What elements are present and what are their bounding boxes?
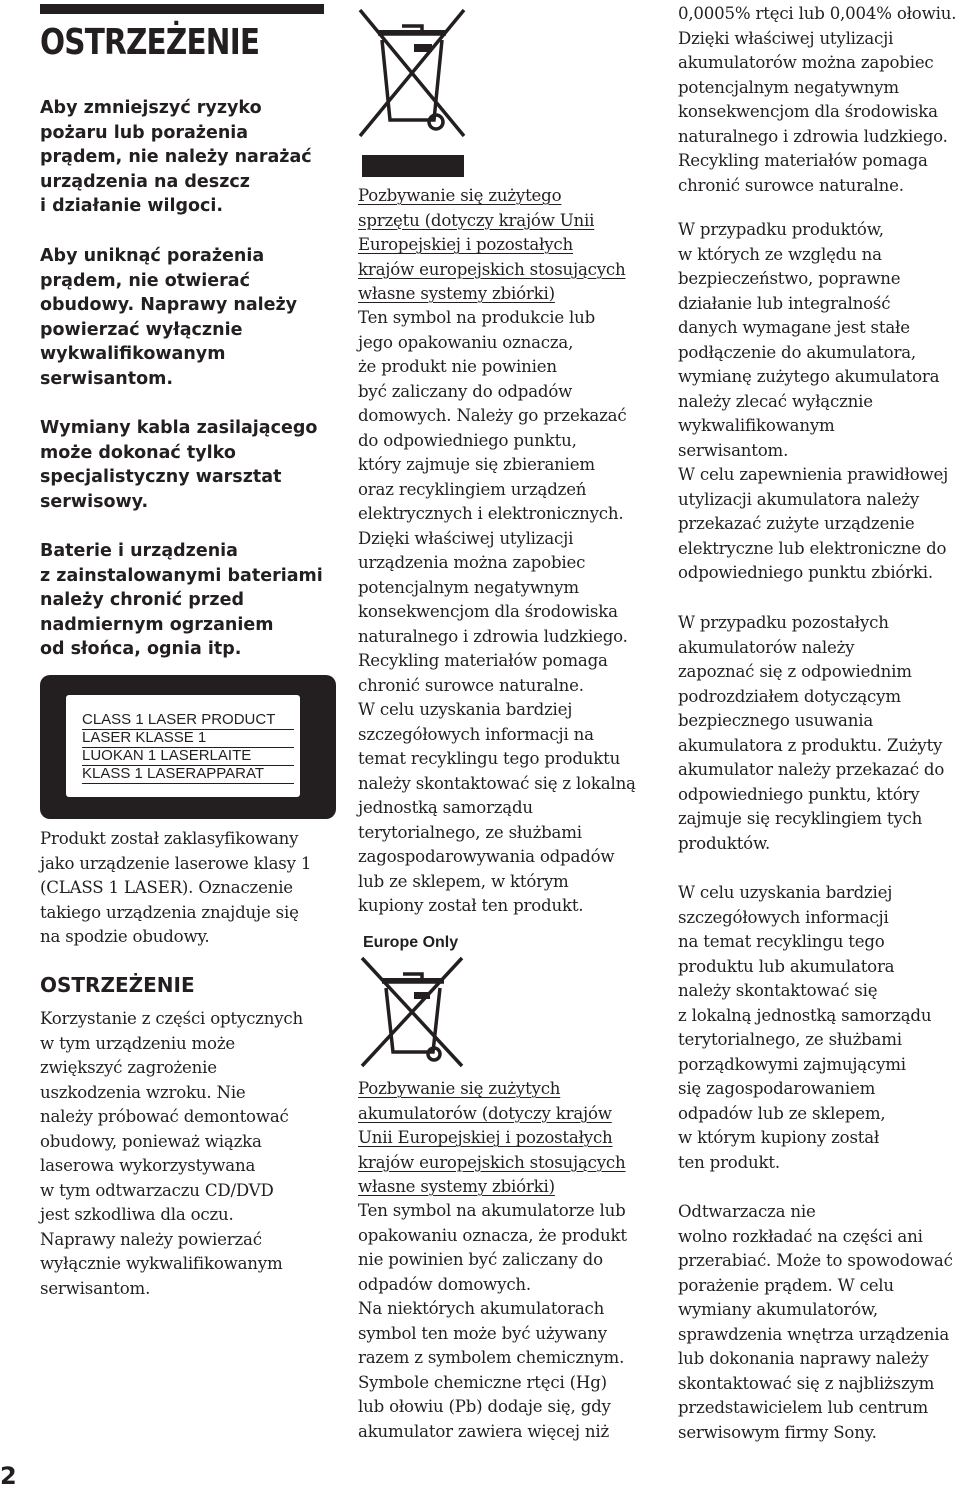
europe-only-label: Europe Only bbox=[363, 934, 459, 951]
col3-paragraph: W przypadku produktów, w których ze względu na bezpieczeństwo, poprawne działanie lub integralność danych wymagane jest stałe podłączenie do akumulatora, wymianę zużytego akumulatora należy zlecać wyłącznie wykwalifikowanym serwisantom. W celu zapewnienia prawidłowej utylizacji akumulatora należy przekazać zużyte urządzenie elektryczne lub elektroniczne do odpowiedniego punktu zbiórki. bbox=[678, 220, 949, 582]
weee-heading: Pozbywanie się zużytego sprzętu (dotyczy krajów Unii Europejskiej i pozostałych krajów europejskich stosujących własne systemy zbiórki) bbox=[358, 186, 626, 303]
battery-disposal-heading: Pozbywanie się zużytych akumulatorów (dotyczy krajów Unii Europejskiej i pozostałych krajów europejskich stosujących własne systemy zbiórki) bbox=[358, 1079, 626, 1196]
section-heading: OSTRZEŻENIE bbox=[40, 973, 195, 997]
weee-text: Ten symbol na produkcie lub jego opakowaniu oznacza, że produkt nie powinien być zaliczany do odpadów domowych. Należy go przekazać do odpowiedniego punktu, który zajmuje się zbieraniem oraz recyklingiem urządzeń elektrycznych i elektronicznych. Dzięki właściwej utylizacji urządzenia można zapobiec potencjalnym negatywnym konsekwencjom dla środowiska naturalnego i zdrowia ludzkiego. Recykling materiałów pomaga chronić surowce naturalne. W celu uzyskania bardziej szczegółowych informacji na temat recyklingu tego produktu należy skontaktować się z lokalną jednostką samorządu terytorialnego, ze służbami zagospodarowywania odpadów lub ze sklepem, w którym kupiony został ten produkt. bbox=[358, 308, 636, 915]
col3-paragraph: W celu uzyskania bardziej szczegółowych informacji na temat recyklingu tego produktu lub akumulatora należy skontaktować się z lokalną jednostką samorządu terytorialnego, ze służbami porządkowymi zajmującymi się zagospodarowaniem odpadów lub ze sklepem, w którym kupiony został ten produkt. bbox=[678, 883, 932, 1172]
laser-label-line: CLASS 1 LASER PRODUCT bbox=[82, 711, 294, 730]
optics-warning-text: Korzystanie z części optycznych w tym urządzeniu może zwiększyć zagrożenie uszkodzenia wzroku. Nie należy próbować demontować obudowy, ponieważ wiązka laserowa wykorzystywana w tym odtwarzaczu CD/DVD jest szkodliwa dla oczu. Naprawy należy powierzać wyłącznie wykwalifikowanym serwisantom. bbox=[40, 1009, 303, 1298]
crossed-out-wheelie-bin-icon bbox=[358, 952, 468, 1072]
laser-label-line: LASER KLASSE 1 bbox=[82, 729, 294, 748]
header-bar bbox=[40, 4, 324, 14]
laser-class-text: Produkt został zaklasyfikowany jako urządzenie laserowe klasy 1 (CLASS 1 LASER). Oznaczenie takiego urządzenia znajduje się na spodzie obudowy. bbox=[40, 829, 312, 946]
bin-symbol-bar bbox=[362, 155, 464, 177]
laser-class-label bbox=[40, 675, 336, 819]
warning-moisture: Aby zmniejszyć ryzyko pożaru lub porażenia prądem, nie należy narażać urządzenia na deszcz i działanie wilgoci. bbox=[40, 98, 312, 216]
page-number: 2 bbox=[0, 1462, 17, 1490]
laser-label-line: KLASS 1 LASERAPPARAT bbox=[82, 765, 294, 784]
col3-paragraph: W przypadku pozostałych akumulatorów należy zapoznać się z odpowiednim podrozdziałem dotyczącym bezpiecznego usuwania akumulatora z produktu. Zużyty akumulator należy przekazać do odpowiedniego punktu, który zajmuje się recyklingiem tych produktów. bbox=[678, 613, 945, 853]
col3-paragraph: Odtwarzacza nie wolno rozkładać na części ani przerabiać. Może to spowodować porażenie prądem. W celu wymiany akumulatorów, sprawdzenia wnętrza urządzenia lub dokonania naprawy należy skontaktować się z najbliższym przedstawicielem lub centrum serwisowym firmy Sony. bbox=[678, 1202, 953, 1442]
battery-disposal-text: Ten symbol na akumulatorze lub opakowaniu oznacza, że produkt nie powinien być zaliczany do odpadów domowych. Na niektórych akumulatorach symbol ten może być używany razem z symbolem chemicznym. Symbole chemiczne rtęci (Hg) lub ołowiu (Pb) dodaje się, gdy akumulator zawiera więcej niż bbox=[358, 1201, 627, 1441]
laser-label-panel bbox=[66, 695, 300, 797]
col3-paragraph: 0,0005% rtęci lub 0,004% ołowiu. Dzięki właściwej utylizacji akumulatorów można zapobiec potencjalnym negatywnym konsekwencjom dla środowiska naturalnego i zdrowia ludzkiego. Recykling materiałów pomaga chronić surowce naturalne. bbox=[678, 4, 957, 195]
page-title: OSTRZEŻENIE bbox=[40, 22, 260, 63]
warning-batteries-heat: Baterie i urządzenia z zainstalowanymi bateriami należy chronić przed nadmiernym ogrzaniem od słońca, ognia itp. bbox=[40, 541, 323, 659]
warning-open-casing: Aby uniknąć porażenia prądem, nie otwierać obudowy. Naprawy należy powierzać wyłącznie wykwalifikowanym serwisantom. bbox=[40, 246, 298, 389]
laser-label-line: LUOKAN 1 LASERLAITE bbox=[82, 747, 294, 766]
warning-power-cable: Wymiany kabla zasilającego może dokonać tylko specjalistyczny warsztat serwisowy. bbox=[40, 418, 318, 512]
crossed-out-wheelie-bin-icon bbox=[356, 4, 468, 144]
